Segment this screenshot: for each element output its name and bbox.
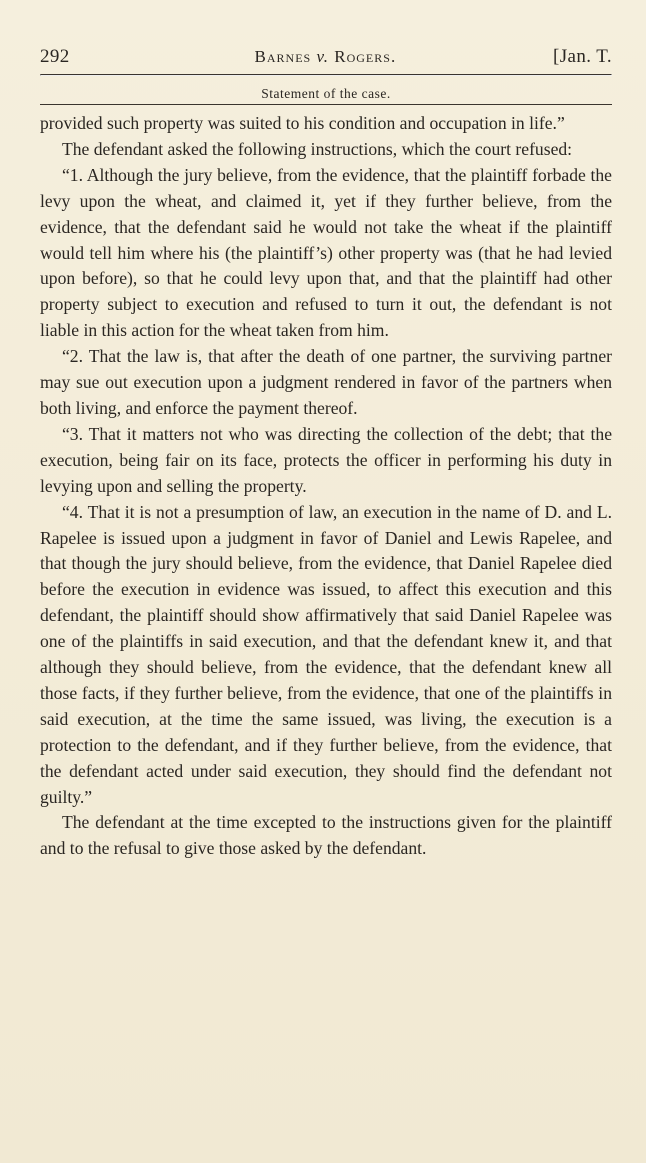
term-label: [Jan. T.	[553, 46, 612, 67]
case-title-versus: v.	[316, 47, 330, 66]
paragraph-instruction-3: “3. That it matters not who was directing the collection of the debt; that the execution, being fair on its face, protects the officer in performing his duty in levying upon and selling the property.	[40, 423, 612, 496]
subheading: Statement of the case.	[261, 86, 391, 101]
paragraph: provided such property was suited to his condition and occupation in life.”	[40, 113, 565, 133]
paragraph-instruction-4: “4. That it is not a presumption of law, an execution in the name of D. and L. Rapelee is issued upon a judgment in favor of Daniel and Lewis Rapelee, and that though the jury should believe, from the evidence, that Daniel Rapelee died before the execution in evidence was issued, to affect this execution and this defendant, the plaintiff should show affirmatively that said Daniel Rapelee was one of the plaintiffs in said execution, and that the defendant knew it, and that although they should believe, from the evidence, that the defendant knew all those facts, if they further believe, from the evidence, that one of the plaintiffs in said execution, at the time the same issued, was living, the execution is a protection to the defendant, and if they further believe, from the evidence, that the defendant acted under said execution, they should find the defendant not guilty.”	[40, 501, 612, 807]
paragraph-instruction-1: “1. Although the jury believe, from the evidence, that the plaintiff forbade the levy upon the wheat, and claimed it, yet if they further believe, from the evidence, that the defendant said he would not take the wheat if the plaintiff would tell him where his (the plaintiff’s) other property was (that he had levied upon before), so that he could levy upon that, and that the plaintiff had other property subject to execution and refused to turn it out, the defendant is not liable in this action for the wheat taken from him.	[40, 164, 612, 341]
case-title	[255, 42, 397, 72]
page-number: 292	[40, 46, 70, 67]
paragraph: The defendant at the time excepted to the instructions given for the plaintiff and to the refusal to give those asked by the defendant.	[40, 812, 612, 859]
body-text	[40, 111, 612, 862]
paragraph-instruction-2: “2. That the law is, that after the death of one partner, the surviving partner may sue out execution upon a judgment rendered in favor of the partners when both living, and enforce the payment thereof.	[40, 346, 612, 418]
subheading-rule	[40, 104, 612, 105]
case-title-defendant: Rogers.	[334, 47, 397, 66]
running-head	[40, 42, 612, 72]
case-title-plaintiff: Barnes	[254, 47, 312, 66]
header-rule	[40, 74, 612, 76]
paragraph: The defendant asked the following instructions, which the court refused:	[62, 138, 573, 159]
